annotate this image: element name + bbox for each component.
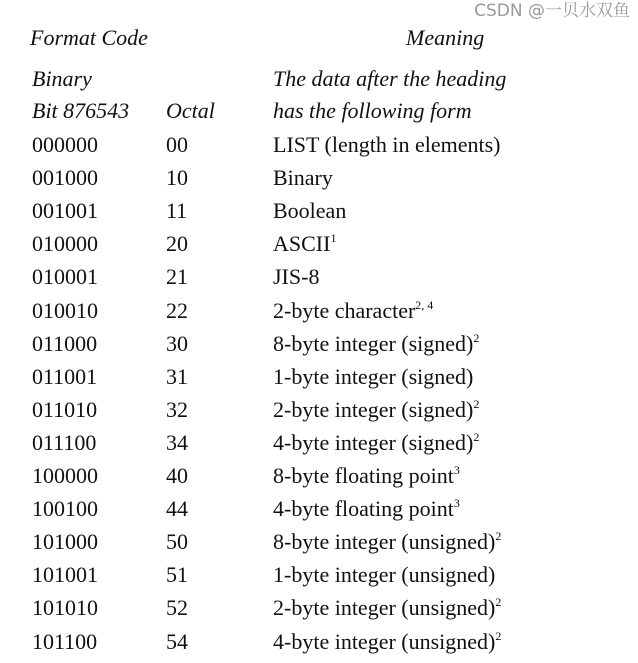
meaning-text: 8-byte integer (unsigned) — [273, 529, 496, 555]
footnote-ref: 2 — [495, 595, 502, 610]
octal-heading: Octal — [166, 98, 215, 123]
meaning-text: JIS-8 — [273, 264, 320, 290]
meaning-heading: Meaning — [406, 25, 485, 50]
footnote-ref: 2 — [495, 529, 502, 544]
meaning-cell — [273, 198, 346, 224]
meaning-cell — [273, 629, 501, 655]
binary-code: 011000 — [32, 330, 98, 356]
meaning-cell — [273, 463, 460, 489]
meaning-text: Boolean — [273, 198, 347, 224]
meaning-cell — [273, 562, 495, 588]
binary-code: 101001 — [32, 562, 98, 588]
table-row — [0, 595, 638, 628]
octal-code: 40 — [166, 463, 188, 488]
footnote-ref: 2 — [473, 429, 480, 444]
meaning-text: 8-byte floating point — [273, 463, 454, 488]
octal-code: 22 — [166, 297, 188, 323]
meaning-text: 2-byte integer (signed) — [273, 396, 474, 422]
octal-code: 51 — [166, 562, 188, 588]
meaning-text: 2-byte character — [273, 297, 416, 323]
table-row — [0, 165, 638, 198]
meaning-cell — [273, 430, 479, 456]
table-row — [0, 264, 638, 297]
octal-code: 44 — [166, 496, 188, 522]
octal-code: 34 — [166, 429, 188, 455]
table-row — [0, 298, 638, 331]
meaning-cell — [273, 529, 501, 555]
table-row — [0, 629, 638, 662]
octal-code: 31 — [166, 363, 188, 389]
meaning-cell — [273, 496, 460, 522]
format-code-heading: Format Code — [30, 25, 148, 50]
octal-code: 20 — [166, 231, 188, 257]
footnote-ref: 3 — [453, 463, 460, 477]
table-row — [0, 496, 638, 529]
meaning-text: 1-byte integer (signed) — [273, 363, 474, 389]
binary-code: 000000 — [32, 132, 98, 157]
binary-code: 101010 — [32, 595, 98, 621]
table-row — [0, 231, 638, 264]
meaning-cell — [273, 165, 333, 191]
meaning-text: Binary — [273, 165, 333, 191]
binary-code: 100000 — [32, 463, 98, 488]
footnote-ref: 2 — [473, 330, 480, 345]
meaning-text: 4-byte integer (signed) — [273, 429, 474, 455]
octal-code: 21 — [166, 264, 188, 290]
footnote-ref: 2, 4 — [415, 297, 434, 312]
table-row — [0, 529, 638, 562]
footnote-ref: 1 — [330, 231, 337, 246]
binary-code: 101100 — [32, 628, 98, 654]
octal-code: 11 — [166, 198, 188, 224]
table-row — [0, 132, 638, 165]
footnote-ref: 2 — [495, 628, 502, 643]
meaning-text: 8-byte integer (signed) — [273, 330, 474, 356]
table-row — [0, 331, 638, 364]
table-row — [0, 562, 638, 595]
octal-code: 30 — [166, 330, 188, 356]
binary-code: 010010 — [32, 297, 98, 323]
binary-code: 001000 — [32, 165, 98, 191]
meaning-cell — [273, 264, 319, 290]
binary-heading: Binary — [32, 66, 92, 91]
footnote-ref: 2 — [473, 396, 480, 411]
octal-code: 54 — [166, 628, 188, 654]
table-row — [0, 397, 638, 430]
meaning-text: 2-byte integer (unsigned) — [273, 595, 496, 621]
watermark: CSDN @一贝水双鱼 — [474, 1, 630, 21]
footnote-ref: 3 — [453, 496, 460, 511]
table-row — [0, 430, 638, 463]
meaning-cell — [273, 364, 473, 390]
binary-code: 011010 — [32, 396, 98, 422]
meaning-cell — [273, 595, 501, 621]
meaning-cell — [273, 132, 501, 158]
table-row — [0, 364, 638, 397]
meaning-text: 4-byte integer (unsigned) — [273, 628, 496, 654]
octal-code: 32 — [166, 396, 188, 422]
bits-heading: Bit 876543 — [32, 98, 130, 123]
meaning-cell — [273, 331, 479, 357]
binary-code: 101000 — [32, 529, 98, 555]
meaning-cell — [273, 231, 336, 257]
binary-code: 011100 — [32, 429, 97, 455]
binary-code: 010000 — [32, 231, 98, 257]
meaning-text: ASCII — [273, 231, 331, 257]
meaning-text: LIST (length in elements) — [273, 132, 501, 157]
binary-code: 001001 — [32, 198, 98, 224]
octal-code: 10 — [166, 165, 188, 191]
meaning-cell — [273, 397, 479, 423]
meaning-text: 1-byte integer (unsigned) — [273, 562, 496, 588]
binary-code: 011001 — [32, 363, 98, 389]
octal-code: 50 — [166, 529, 188, 555]
table-row — [0, 463, 638, 496]
table-row — [0, 198, 638, 231]
binary-code: 100100 — [32, 496, 98, 522]
meaning-description-line1: The data after the heading — [273, 66, 507, 91]
binary-code: 010001 — [32, 264, 98, 290]
octal-code: 00 — [166, 132, 188, 157]
meaning-text: 4-byte floating point — [273, 496, 454, 522]
octal-code: 52 — [166, 595, 188, 621]
meaning-description-line2: has the following form — [273, 98, 472, 123]
meaning-cell — [273, 298, 433, 324]
